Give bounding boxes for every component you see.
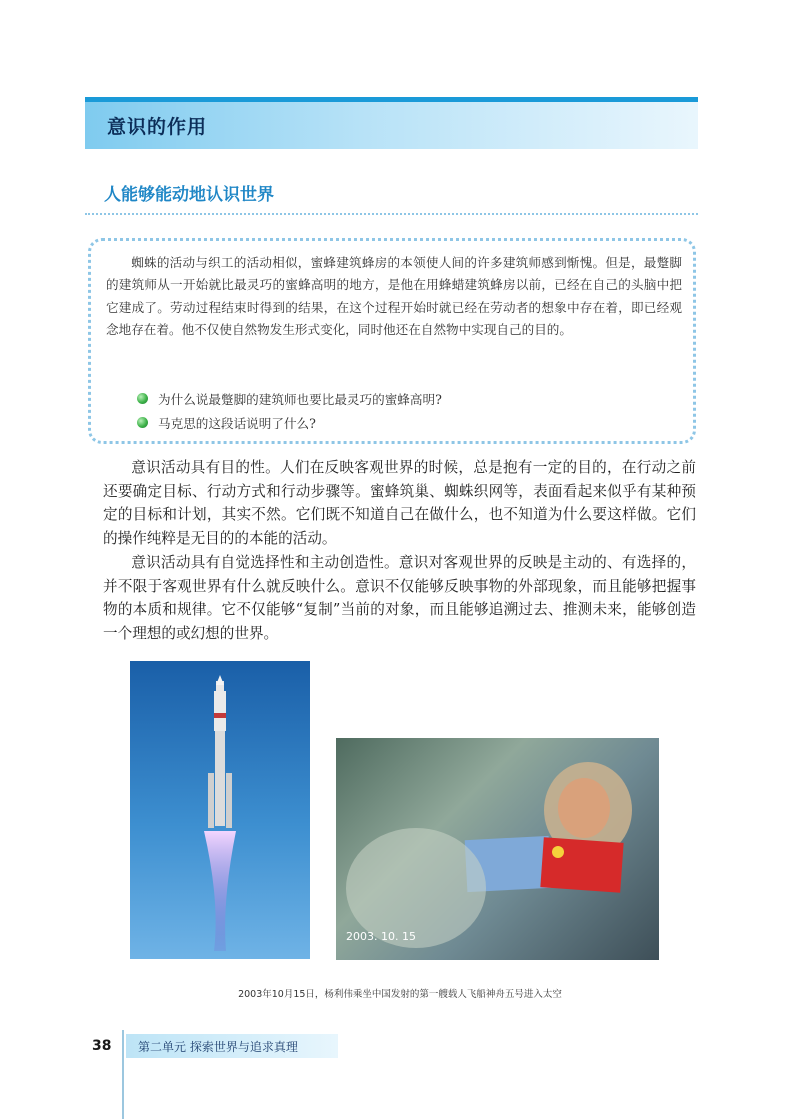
question-item xyxy=(137,389,442,408)
question-text: 为什么说最蹩脚的建筑师也要比最灵巧的蜜蜂高明? xyxy=(158,392,442,407)
quote-text: 蜘蛛的活动与织工的活动相似，蜜蜂建筑蜂房的本领使人间的许多建筑师感到惭愧。但是，最蹩脚的建筑师从一开始就比最灵巧的蜜蜂高明的地方，是他在用蜂蜡建筑蜂房以前，已经在自己的头脑中把它建成了。劳动过程结束时得到的结果，在这个过程开始时就已经在劳动者的想象中存在着，即已经观念地存在着。他不仅使自然物发生形式变化，同时他还在自然物中实现自己的目的。 xyxy=(106,255,682,337)
body-paragraph xyxy=(103,456,696,550)
question-item xyxy=(137,413,316,432)
unit-label-bar xyxy=(126,1034,338,1058)
bullet-icon xyxy=(137,417,148,428)
section-title: 意识的作用 xyxy=(107,116,208,138)
page-number: 38 xyxy=(92,1038,112,1054)
astronaut-photo xyxy=(336,738,659,960)
paragraph-text: 意识活动具有自觉选择性和主动创造性。意识对客观世界的反映是主动的、有选择的，并不限于客观世界有什么就反映什么。意识不仅能够反映事物的外部现象，而且能够把握事物的本质和规律。它不仅能够“复制”当前的对象，而且能够追溯过去、推测未来，能够创造一个理想的或幻想的世界。 xyxy=(103,554,696,642)
rocket-launch-photo xyxy=(130,661,310,959)
section-banner xyxy=(85,97,698,149)
footer-divider xyxy=(122,1030,124,1119)
unit-label: 第二单元 探索世界与追求真理 xyxy=(138,1040,298,1054)
rocket-illustration xyxy=(130,661,310,959)
quote-box xyxy=(88,238,696,444)
photo-date-stamp: 2003. 10. 15 xyxy=(346,930,416,943)
bullet-icon xyxy=(137,393,148,404)
photo-caption: 2003年10月15日，杨利伟乘坐中国发射的第一艘载人飞船神舟五号进入太空 xyxy=(238,989,562,1000)
dotted-divider xyxy=(85,213,698,215)
body-paragraph xyxy=(103,551,696,645)
paragraph-text: 意识活动具有目的性。人们在反映客观世界的时候，总是抱有一定的目的，在行动之前还要确定目标、行动方式和行动步骤等。蜜蜂筑巢、蜘蛛织网等，表面看起来似乎有某种预定的目标和计划，其实不然。它们既不知道自己在做什么，也不知道为什么要这样做。它们的操作纯粹是无目的的本能的活动。 xyxy=(103,459,696,547)
subsection-title: 人能够能动地认识世界 xyxy=(104,185,274,205)
question-text: 马克思的这段话说明了什么? xyxy=(158,416,316,431)
astronaut-illustration xyxy=(336,738,659,960)
